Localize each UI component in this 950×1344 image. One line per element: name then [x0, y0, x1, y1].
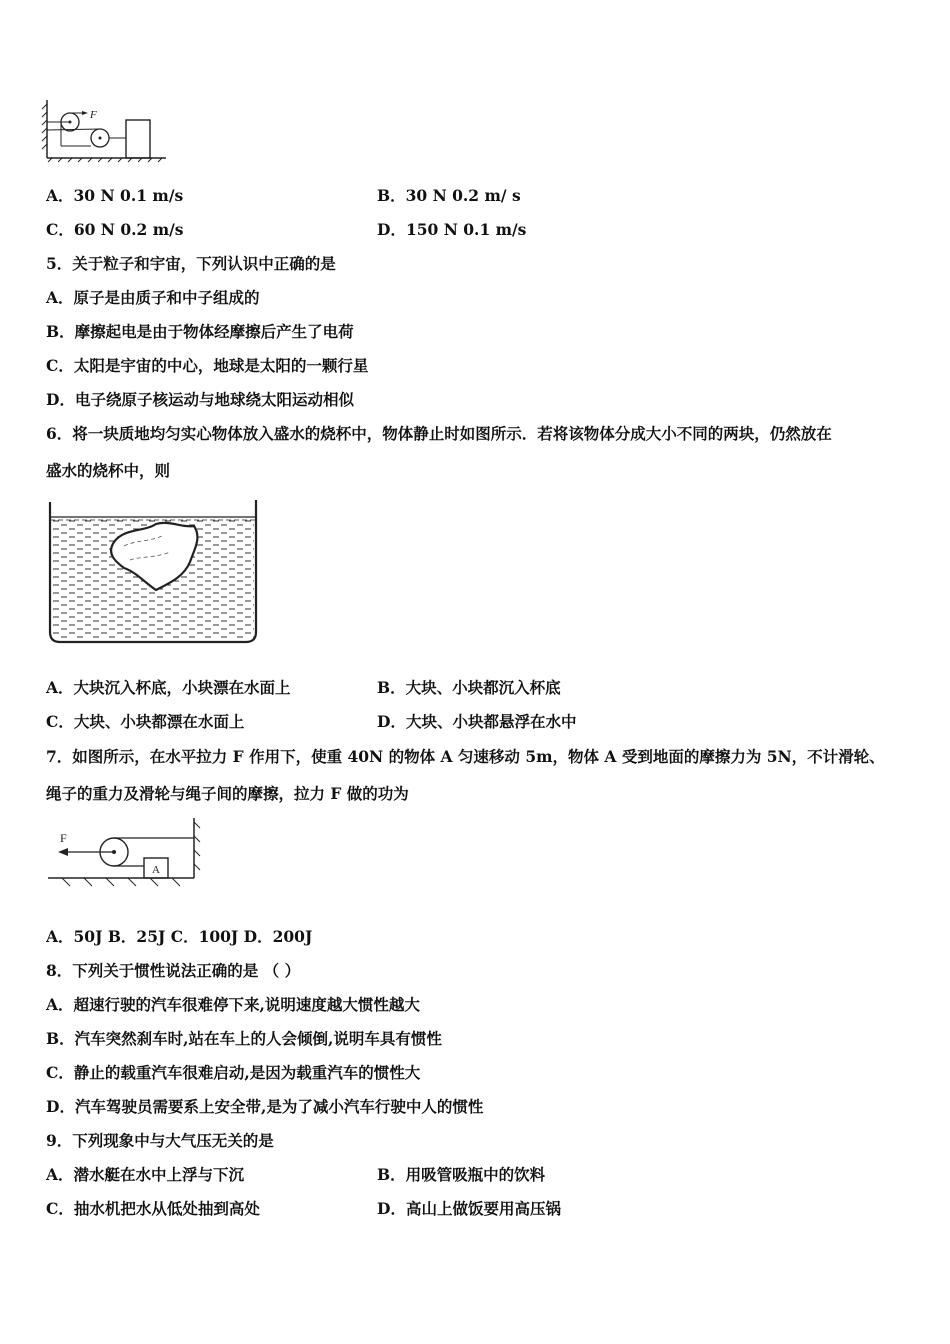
q4-option-a: A．30 N 0.1 m/s [46, 186, 184, 205]
q8-option-a: A．超速行驶的汽车很难停下来,说明速度越大惯性越大 [46, 995, 420, 1014]
q6-option-a: A．大块沉入杯底，小块漂在水面上 [46, 678, 291, 697]
q9-option-d: D．高山上做饭要用高压锅 [377, 1199, 561, 1218]
q6-option-b: B．大块、小块都沉入杯底 [377, 678, 561, 697]
q9-option-b: B．用吸管吸瓶中的饮料 [377, 1165, 546, 1184]
q5-option-d: D．电子绕原子核运动与地球绕太阳运动相似 [46, 390, 354, 409]
q4-option-c: C．60 N 0.2 m/s [46, 220, 184, 239]
q7-stem-line2: 绳子的重力及滑轮与绳子间的摩擦，拉力 F 做的功为 [46, 784, 409, 803]
q8-option-d: D．汽车驾驶员需要系上安全带,是为了减小汽车行驶中人的惯性 [46, 1097, 484, 1116]
q4-pulley-figure [40, 96, 170, 164]
q5-option-a: A．原子是由质子和中子组成的 [46, 288, 260, 307]
q6-stem-line2: 盛水的烧杯中，则 [46, 461, 171, 480]
q9-stem: 9．下列现象中与大气压无关的是 [46, 1131, 274, 1150]
q5-option-b: B．摩擦起电是由于物体经摩擦后产生了电荷 [46, 322, 354, 341]
q6-option-c: C．大块、小块都漂在水面上 [46, 712, 245, 731]
q7-stem-line1: 7．如图所示，在水平拉力 F 作用下，使重 40N 的物体 A 匀速移动 5m，物体 A 受到地面的摩擦力为 5N，不计滑轮、 [46, 747, 885, 766]
q4-force-label: F [90, 109, 97, 121]
q6-stem-line1: 6．将一块质地均匀实心物体放入盛水的烧杯中，物体静止时如图所示．若将该物体分成大小不同的两块，仍然放在 [46, 424, 832, 443]
q7-pulley-figure [44, 816, 214, 894]
q9-option-a: A．潜水艇在水中上浮与下沉 [46, 1165, 245, 1184]
q9-option-c: C．抽水机把水从低处抽到高处 [46, 1199, 260, 1218]
q6-beaker-figure [44, 498, 262, 648]
q5-option-c: C．太阳是宇宙的中心，地球是太阳的一颗行星 [46, 356, 369, 375]
q8-option-c: C．静止的载重汽车很难启动,是因为载重汽车的惯性大 [46, 1063, 421, 1082]
q7-force-label: F [60, 831, 67, 845]
q8-option-b: B．汽车突然刹车时,站在车上的人会倾倒,说明车具有惯性 [46, 1029, 442, 1048]
q7-block-label: A [152, 864, 160, 876]
q6-option-d: D．大块、小块都悬浮在水中 [377, 712, 577, 731]
q4-option-b: B．30 N 0.2 m/ s [377, 186, 521, 205]
q5-stem: 5．关于粒子和宇宙，下列认识中正确的是 [46, 254, 336, 273]
q4-option-d: D．150 N 0.1 m/s [377, 220, 527, 239]
q8-stem: 8．下列关于惯性说法正确的是 （ ） [46, 961, 301, 980]
q7-options: A．50J B．25J C．100J D．200J [46, 927, 313, 946]
